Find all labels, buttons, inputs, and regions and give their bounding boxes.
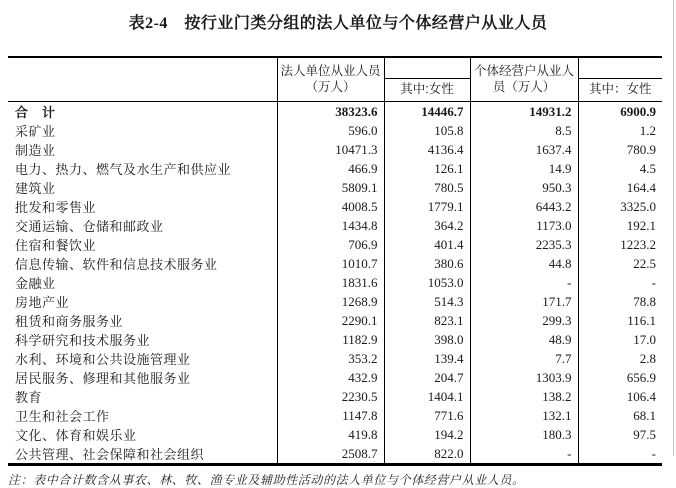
cell-corporate-employees: 2230.5 bbox=[277, 387, 384, 406]
row-label: 卫生和社会工作 bbox=[15, 409, 110, 424]
cell-corporate-employees: 706.9 bbox=[277, 235, 384, 254]
header-corporate-employees: 法人单位从业人员（万人） bbox=[277, 57, 384, 102]
cell-corporate-female: 822.0 bbox=[384, 444, 470, 465]
header-industry-blank bbox=[8, 57, 277, 102]
cell-corporate-employees: 1147.8 bbox=[277, 406, 384, 425]
cell-individual-female: 97.5 bbox=[578, 425, 662, 444]
cell-individual-female: 1.2 bbox=[578, 121, 662, 140]
cell-individual-employees: 44.8 bbox=[470, 254, 578, 273]
cell-corporate-employees: 2290.1 bbox=[277, 311, 384, 330]
cell-individual-employees: 950.3 bbox=[470, 178, 578, 197]
cell-individual-employees: 8.5 bbox=[470, 121, 578, 140]
cell-individual-employees: 132.1 bbox=[470, 406, 578, 425]
row-label: 制造业 bbox=[15, 143, 56, 158]
row-label: 交通运输、仓储和邮政业 bbox=[15, 219, 164, 234]
row-label: 信息传输、软件和信息技术服务业 bbox=[15, 257, 218, 272]
row-label: 公共管理、社会保障和社会组织 bbox=[15, 447, 205, 462]
cell-corporate-female: 1779.1 bbox=[384, 197, 470, 216]
cell-individual-employees: 180.3 bbox=[470, 425, 578, 444]
cell-corporate-female: 401.4 bbox=[384, 235, 470, 254]
cell-individual-female: 78.8 bbox=[578, 292, 662, 311]
cell-corporate-female: 514.3 bbox=[384, 292, 470, 311]
cell-corporate-employees: 5809.1 bbox=[277, 178, 384, 197]
cell-corporate-female: 780.5 bbox=[384, 178, 470, 197]
cell-corporate-employees: 2508.7 bbox=[277, 444, 384, 465]
table-row bbox=[8, 425, 662, 444]
table-row bbox=[8, 159, 662, 178]
cell-corporate-employees: 10471.3 bbox=[277, 140, 384, 159]
row-label: 租赁和商务服务业 bbox=[15, 314, 124, 329]
cell-individual-employees: 299.3 bbox=[470, 311, 578, 330]
cell-corporate-employees: 1010.7 bbox=[277, 254, 384, 273]
cell-individual-employees: - bbox=[470, 444, 578, 465]
row-label: 水利、环境和公共设施管理业 bbox=[15, 352, 191, 367]
cell-individual-employees: 14.9 bbox=[470, 159, 578, 178]
cell-corporate-employees: 596.0 bbox=[277, 121, 384, 140]
cell-corporate-employees: 466.9 bbox=[277, 159, 384, 178]
cell-corporate-employees: 353.2 bbox=[277, 349, 384, 368]
cell-individual-employees: 1303.9 bbox=[470, 368, 578, 387]
cell-corporate-female: 126.1 bbox=[384, 159, 470, 178]
cell-corporate-employees: 1182.9 bbox=[277, 330, 384, 349]
cell-individual-female: 106.4 bbox=[578, 387, 662, 406]
table-row bbox=[8, 235, 662, 254]
table-row bbox=[8, 216, 662, 235]
header-individual-female-spacer bbox=[578, 57, 662, 79]
cell-individual-female: 192.1 bbox=[578, 216, 662, 235]
cell-individual-female: 68.1 bbox=[578, 406, 662, 425]
row-label: 科学研究和技术服务业 bbox=[15, 333, 151, 348]
page-right-edge bbox=[673, 0, 674, 456]
table-row bbox=[8, 178, 662, 197]
header-corporate-female-spacer bbox=[384, 57, 470, 79]
cell-individual-female: 6900.9 bbox=[578, 102, 662, 122]
cell-corporate-employees: 419.8 bbox=[277, 425, 384, 444]
cell-individual-employees: 138.2 bbox=[470, 387, 578, 406]
cell-corporate-female: 4136.4 bbox=[384, 140, 470, 159]
cell-individual-female: 17.0 bbox=[578, 330, 662, 349]
table-row bbox=[8, 197, 662, 216]
row-label: 房地产业 bbox=[15, 295, 70, 310]
row-label: 合 计 bbox=[8, 102, 277, 122]
cell-individual-female: 4.5 bbox=[578, 159, 662, 178]
cell-corporate-female: 398.0 bbox=[384, 330, 470, 349]
row-label: 金融业 bbox=[15, 276, 56, 291]
cell-corporate-female: 105.8 bbox=[384, 121, 470, 140]
table-header bbox=[8, 57, 662, 102]
row-label: 采矿业 bbox=[15, 124, 56, 139]
row-label: 批发和零售业 bbox=[15, 200, 97, 215]
cell-corporate-female: 14446.7 bbox=[384, 102, 470, 122]
cell-individual-employees: 171.7 bbox=[470, 292, 578, 311]
cell-corporate-female: 380.6 bbox=[384, 254, 470, 273]
row-label: 居民服务、修理和其他服务业 bbox=[15, 371, 191, 386]
table-row bbox=[8, 387, 662, 406]
table-row bbox=[8, 444, 662, 465]
table-body bbox=[8, 102, 662, 465]
cell-individual-female: 1223.2 bbox=[578, 235, 662, 254]
row-label: 电力、热力、燃气及水生产和供应业 bbox=[15, 162, 232, 177]
cell-corporate-female: 823.1 bbox=[384, 311, 470, 330]
cell-individual-female: - bbox=[578, 273, 662, 292]
cell-individual-female: 656.9 bbox=[578, 368, 662, 387]
cell-individual-employees: 2235.3 bbox=[470, 235, 578, 254]
table-row bbox=[8, 254, 662, 273]
cell-individual-female: 780.9 bbox=[578, 140, 662, 159]
cell-individual-employees: 1173.0 bbox=[470, 216, 578, 235]
cell-individual-female: 3325.0 bbox=[578, 197, 662, 216]
industry-table bbox=[8, 56, 662, 466]
row-label: 住宿和餐饮业 bbox=[15, 238, 97, 253]
header-corporate-female: 其中:女性 bbox=[384, 79, 470, 102]
cell-individual-employees: 7.7 bbox=[470, 349, 578, 368]
page-title: 表2-4 按行业门类分组的法人单位与个体经营户从业人员 bbox=[128, 15, 548, 32]
cell-corporate-female: 1053.0 bbox=[384, 273, 470, 292]
cell-corporate-employees: 1831.6 bbox=[277, 273, 384, 292]
row-label: 文化、体育和娱乐业 bbox=[15, 428, 137, 443]
cell-corporate-female: 204.7 bbox=[384, 368, 470, 387]
table-row bbox=[8, 292, 662, 311]
table-row bbox=[8, 121, 662, 140]
cell-individual-female: - bbox=[578, 444, 662, 465]
cell-individual-female: 22.5 bbox=[578, 254, 662, 273]
cell-corporate-employees: 432.9 bbox=[277, 368, 384, 387]
cell-individual-female: 2.8 bbox=[578, 349, 662, 368]
table-row bbox=[8, 273, 662, 292]
row-label: 教育 bbox=[15, 390, 43, 405]
cell-individual-employees: 6443.2 bbox=[470, 197, 578, 216]
cell-corporate-employees: 38323.6 bbox=[277, 102, 384, 122]
cell-corporate-female: 139.4 bbox=[384, 349, 470, 368]
cell-individual-female: 164.4 bbox=[578, 178, 662, 197]
cell-corporate-female: 771.6 bbox=[384, 406, 470, 425]
cell-individual-employees: 48.9 bbox=[470, 330, 578, 349]
header-individual-female: 其中：女性 bbox=[578, 79, 662, 102]
cell-individual-employees: 1637.4 bbox=[470, 140, 578, 159]
table-row bbox=[8, 311, 662, 330]
header-individual-employees: 个体经营户从业人员（万人） bbox=[470, 57, 578, 102]
cell-corporate-employees: 1434.8 bbox=[277, 216, 384, 235]
table-row bbox=[8, 140, 662, 159]
footnote: 注：表中合计数含从事农、林、牧、渔专业及辅助性活动的法人单位与个体经营户从业人员。 bbox=[8, 473, 525, 487]
cell-individual-employees: - bbox=[470, 273, 578, 292]
table-row bbox=[8, 406, 662, 425]
cell-corporate-employees: 1268.9 bbox=[277, 292, 384, 311]
cell-individual-employees: 14931.2 bbox=[470, 102, 578, 122]
table-row bbox=[8, 102, 662, 122]
cell-corporate-female: 1404.1 bbox=[384, 387, 470, 406]
table-row bbox=[8, 368, 662, 387]
cell-corporate-female: 194.2 bbox=[384, 425, 470, 444]
cell-corporate-female: 364.2 bbox=[384, 216, 470, 235]
cell-individual-female: 116.1 bbox=[578, 311, 662, 330]
cell-corporate-employees: 4008.5 bbox=[277, 197, 384, 216]
table-row bbox=[8, 330, 662, 349]
row-label: 建筑业 bbox=[15, 181, 56, 196]
table-row bbox=[8, 349, 662, 368]
